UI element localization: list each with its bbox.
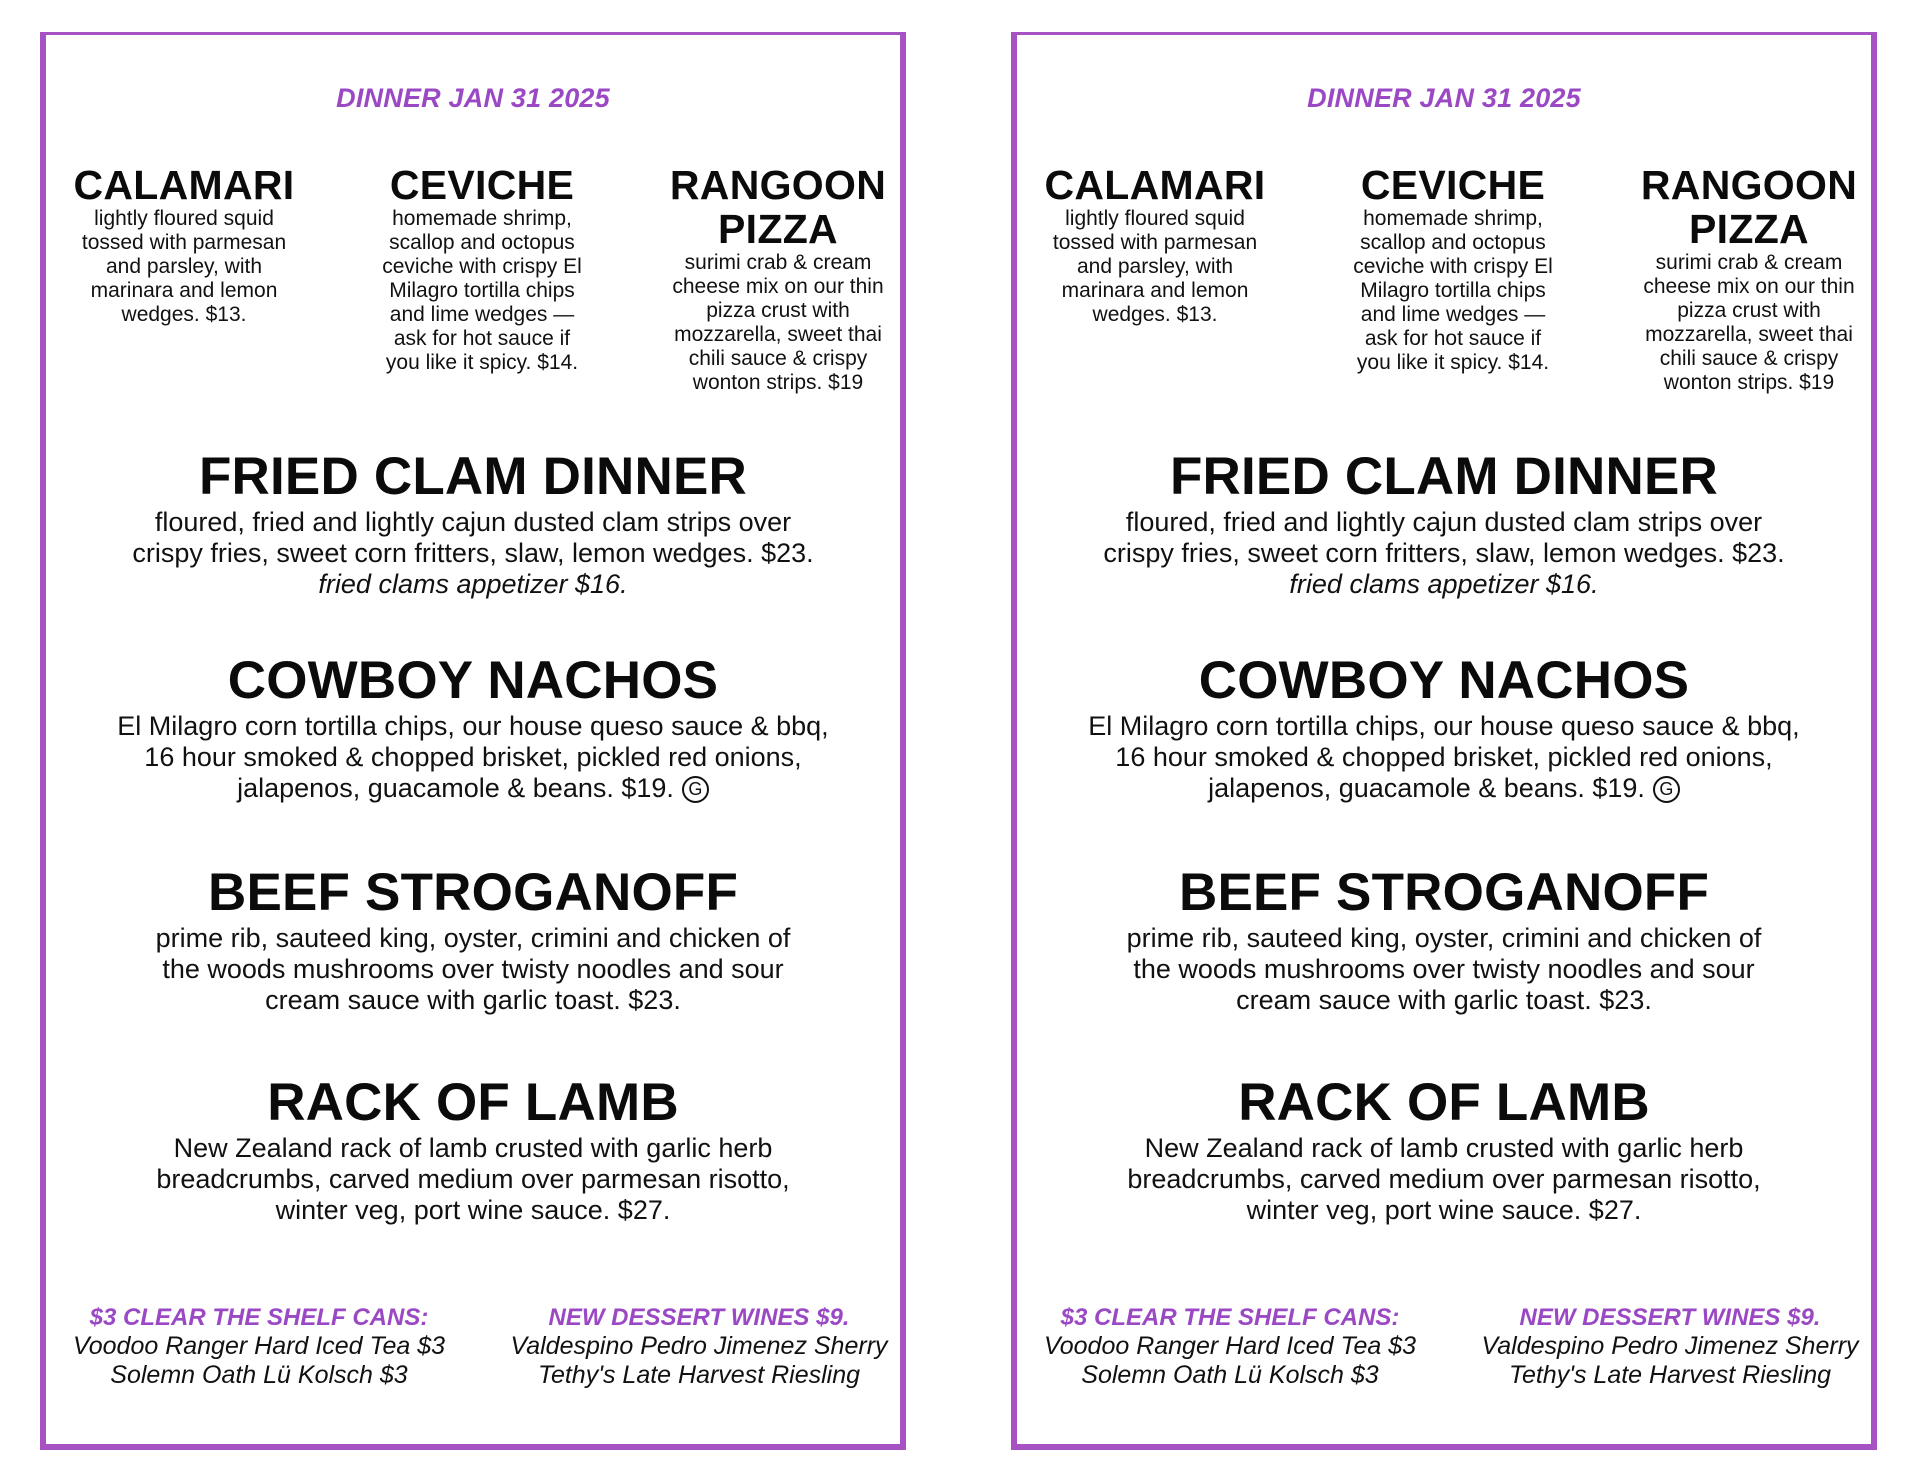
dish-name: FRIED CLAM DINNER bbox=[198, 447, 748, 506]
desc-line: tossed with parmesan bbox=[1052, 231, 1258, 254]
menu-date: DINNER JAN 31 2025 bbox=[1307, 83, 1581, 113]
dish-cowboy-nachos bbox=[56, 651, 890, 804]
menu-card-left bbox=[40, 32, 906, 1450]
dish-name-line: PIZZA bbox=[1689, 206, 1809, 252]
dish-name: BEEF STROGANOFF bbox=[1178, 863, 1710, 922]
dish-rangoon-pizza bbox=[1623, 163, 1875, 395]
desc-line: ceviche with crispy El bbox=[382, 255, 582, 278]
desc-line: prime rib, sauteed king, oyster, crimini and chicken of bbox=[155, 923, 791, 953]
desc-line: scallop and octopus bbox=[1360, 231, 1546, 254]
dish-name: CALAMARI bbox=[73, 162, 295, 208]
menu-date: DINNER JAN 31 2025 bbox=[336, 83, 610, 113]
dish-name-line: PIZZA bbox=[718, 206, 838, 252]
dish-description bbox=[1029, 207, 1281, 327]
desc-line: 16 hour smoked & chopped brisket, pickled red onions, bbox=[1115, 742, 1773, 772]
drink-item: Tethy's Late Harvest Riesling bbox=[1508, 1361, 1832, 1389]
dish-beef-stroganoff bbox=[56, 863, 890, 1016]
dish-name: BEEF STROGANOFF bbox=[207, 863, 739, 922]
desc-line: floured, fried and lightly cajun dusted clam strips over bbox=[1125, 507, 1763, 537]
desc-line: surimi crab & cream bbox=[684, 251, 872, 274]
desc-line: chili sauce & crispy bbox=[1659, 347, 1839, 370]
desc-line: wonton strips. $19 bbox=[1663, 371, 1835, 394]
dish-description bbox=[1623, 251, 1875, 395]
drink-item: Tethy's Late Harvest Riesling bbox=[537, 1361, 861, 1389]
dish-description bbox=[1327, 207, 1579, 375]
dish-name: FRIED CLAM DINNER bbox=[1169, 447, 1719, 506]
desc-line: 16 hour smoked & chopped brisket, pickled red onions, bbox=[144, 742, 802, 772]
desc-line: floured, fried and lightly cajun dusted clam strips over bbox=[154, 507, 792, 537]
dish-note: fried clams appetizer $16. bbox=[318, 569, 628, 599]
desc-line-text: jalapenos, guacamole & beans. $19. bbox=[237, 773, 674, 803]
desc-line: crispy fries, sweet corn fritters, slaw, lemon wedges. $23. bbox=[132, 538, 814, 568]
dish-fried-clam-dinner bbox=[1027, 447, 1861, 600]
dish-rack-of-lamb bbox=[1027, 1073, 1861, 1226]
desc-line: Milagro tortilla chips bbox=[389, 279, 575, 302]
section-heading: $3 CLEAR THE SHELF CANS: bbox=[89, 1304, 429, 1331]
dish-note: fried clams appetizer $16. bbox=[1289, 569, 1599, 599]
desc-line: New Zealand rack of lamb crusted with garlic herb bbox=[173, 1133, 773, 1163]
desc-line: wedges. $13. bbox=[1092, 303, 1218, 326]
desc-line: wedges. $13. bbox=[121, 303, 247, 326]
dish-name: CALAMARI bbox=[1044, 162, 1266, 208]
section-heading: NEW DESSERT WINES $9. bbox=[548, 1304, 850, 1331]
desc-line: crispy fries, sweet corn fritters, slaw, lemon wedges. $23. bbox=[1103, 538, 1785, 568]
dish-name: RACK OF LAMB bbox=[1238, 1073, 1650, 1132]
dish-fried-clam-dinner bbox=[56, 447, 890, 600]
dessert-wines bbox=[1457, 1303, 1883, 1390]
desc-line: ceviche with crispy El bbox=[1353, 255, 1553, 278]
desc-line: scallop and octopus bbox=[389, 231, 575, 254]
desc-line: tossed with parmesan bbox=[81, 231, 287, 254]
dish-ceviche bbox=[356, 163, 608, 375]
desc-line: New Zealand rack of lamb crusted with garlic herb bbox=[1144, 1133, 1744, 1163]
desc-line: breadcrumbs, carved medium over parmesan risotto, bbox=[1127, 1164, 1761, 1194]
section-heading: $3 CLEAR THE SHELF CANS: bbox=[1060, 1304, 1400, 1331]
dish-name: COWBOY NACHOS bbox=[1198, 651, 1690, 710]
desc-line: mozzarella, sweet thai bbox=[674, 323, 882, 346]
desc-line: cream sauce with garlic toast. $23. bbox=[265, 985, 681, 1015]
dish-name bbox=[652, 163, 904, 251]
desc-line: wonton strips. $19 bbox=[692, 371, 864, 394]
clear-shelf-cans bbox=[46, 1303, 472, 1390]
desc-line: you like it spicy. $14. bbox=[1356, 351, 1550, 374]
desc-line-text: jalapenos, guacamole & beans. $19. bbox=[1208, 773, 1645, 803]
dish-name-line: RANGOON bbox=[1640, 162, 1858, 208]
desc-line: homemade shrimp, bbox=[1363, 207, 1543, 230]
desc-line: and parsley, with bbox=[1076, 255, 1234, 278]
dish-calamari bbox=[58, 163, 310, 327]
desc-line: you like it spicy. $14. bbox=[385, 351, 579, 374]
drink-item: Solemn Oath Lü Kolsch $3 bbox=[110, 1361, 408, 1389]
gluten-free-icon: G bbox=[1653, 776, 1680, 803]
menu-card-right bbox=[1011, 32, 1877, 1450]
dish-calamari bbox=[1029, 163, 1281, 327]
drink-item: Voodoo Ranger Hard Iced Tea $3 bbox=[1043, 1332, 1417, 1360]
dish-description bbox=[652, 251, 904, 395]
desc-line: pizza crust with bbox=[1677, 299, 1821, 322]
desc-line: ask for hot sauce if bbox=[1364, 327, 1542, 350]
dish-rack-of-lamb bbox=[56, 1073, 890, 1226]
desc-line: lightly floured squid bbox=[94, 207, 274, 230]
desc-line: cream sauce with garlic toast. $23. bbox=[1236, 985, 1652, 1015]
dish-cowboy-nachos bbox=[1027, 651, 1861, 804]
drink-item: Solemn Oath Lü Kolsch $3 bbox=[1081, 1361, 1379, 1389]
desc-line: winter veg, port wine sauce. $27. bbox=[275, 1195, 671, 1225]
clear-shelf-cans bbox=[1017, 1303, 1443, 1390]
desc-line: and parsley, with bbox=[105, 255, 263, 278]
gluten-free-icon: G bbox=[682, 776, 709, 803]
desc-line: marinara and lemon bbox=[1061, 279, 1249, 302]
desc-line: pizza crust with bbox=[706, 299, 850, 322]
drink-item: Valdespino Pedro Jimenez Sherry bbox=[510, 1332, 888, 1360]
desc-line: lightly floured squid bbox=[1065, 207, 1245, 230]
dish-description bbox=[58, 207, 310, 327]
desc-line bbox=[1027, 773, 1861, 804]
desc-line: the woods mushrooms over twisty noodles and sour bbox=[162, 954, 784, 984]
dish-name bbox=[1623, 163, 1875, 251]
desc-line: mozzarella, sweet thai bbox=[1645, 323, 1853, 346]
dish-rangoon-pizza bbox=[652, 163, 904, 395]
dish-name-line: RANGOON bbox=[669, 162, 887, 208]
dish-ceviche bbox=[1327, 163, 1579, 375]
drink-item: Voodoo Ranger Hard Iced Tea $3 bbox=[72, 1332, 446, 1360]
desc-line: homemade shrimp, bbox=[392, 207, 572, 230]
dish-description bbox=[356, 207, 608, 375]
desc-line: cheese mix on our thin bbox=[1643, 275, 1855, 298]
desc-line: the woods mushrooms over twisty noodles and sour bbox=[1133, 954, 1755, 984]
desc-line: Milagro tortilla chips bbox=[1360, 279, 1546, 302]
dessert-wines bbox=[486, 1303, 912, 1390]
dish-name: RACK OF LAMB bbox=[267, 1073, 679, 1132]
desc-line: chili sauce & crispy bbox=[688, 347, 868, 370]
desc-line: surimi crab & cream bbox=[1655, 251, 1843, 274]
desc-line: marinara and lemon bbox=[90, 279, 278, 302]
desc-line: ask for hot sauce if bbox=[393, 327, 571, 350]
desc-line: winter veg, port wine sauce. $27. bbox=[1246, 1195, 1642, 1225]
dish-name: CEVICHE bbox=[389, 162, 575, 208]
desc-line: El Milagro corn tortilla chips, our house queso sauce & bbq, bbox=[117, 711, 829, 741]
desc-line: cheese mix on our thin bbox=[672, 275, 884, 298]
dish-name: COWBOY NACHOS bbox=[227, 651, 719, 710]
dish-name: CEVICHE bbox=[1360, 162, 1546, 208]
desc-line: prime rib, sauteed king, oyster, crimini and chicken of bbox=[1126, 923, 1762, 953]
desc-line bbox=[56, 773, 890, 804]
dish-beef-stroganoff bbox=[1027, 863, 1861, 1016]
desc-line: El Milagro corn tortilla chips, our house queso sauce & bbq, bbox=[1088, 711, 1800, 741]
drink-item: Valdespino Pedro Jimenez Sherry bbox=[1481, 1332, 1859, 1360]
desc-line: and lime wedges — bbox=[389, 303, 575, 326]
desc-line: breadcrumbs, carved medium over parmesan risotto, bbox=[156, 1164, 790, 1194]
section-heading: NEW DESSERT WINES $9. bbox=[1519, 1304, 1821, 1331]
desc-line: and lime wedges — bbox=[1360, 303, 1546, 326]
